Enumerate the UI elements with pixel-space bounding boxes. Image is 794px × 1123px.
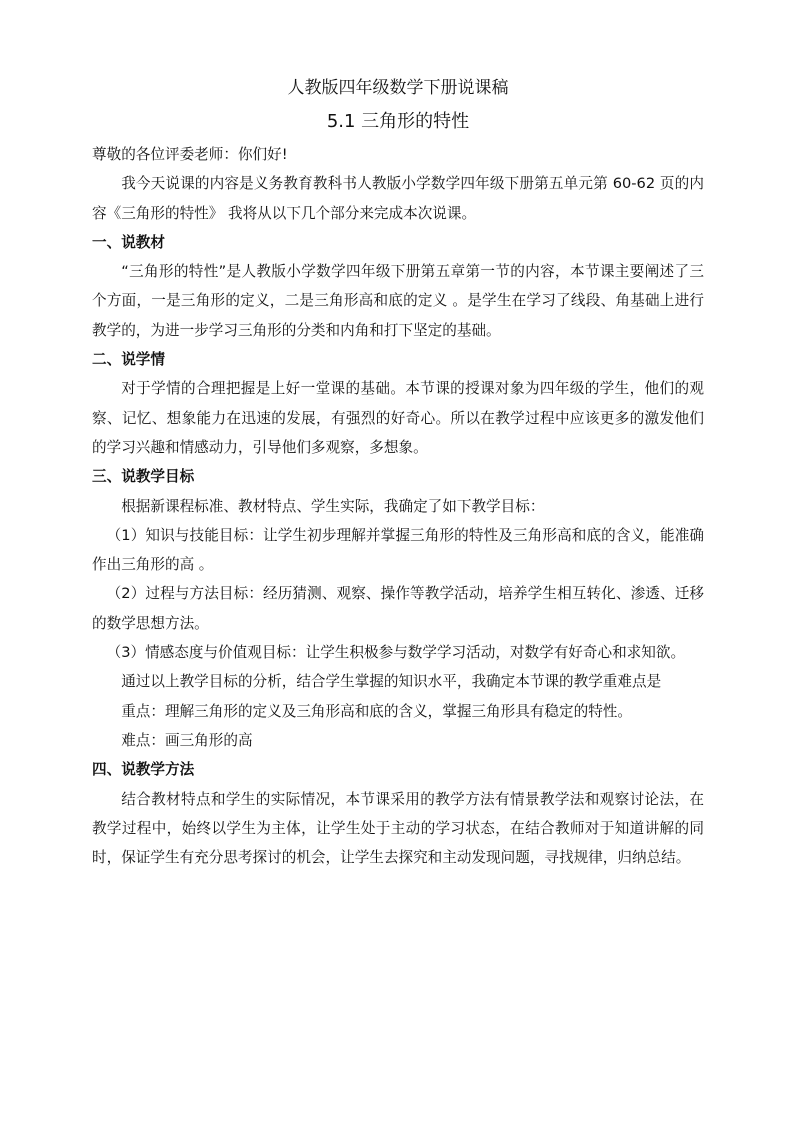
objectives-intro: 根据新课程标准、教材特点、学生实际，我确定了如下教学目标： [121, 497, 545, 515]
document-title: 人教版四年级数学下册说课稿 [287, 78, 509, 98]
objective-knowledge: （1）知识与技能目标：让学生初步理解并掌握三角形的特性及三角形高和底的含义，能准确作出三角形的高 。 [92, 526, 704, 574]
difficult-point: 难点：画三角形的高 [121, 731, 253, 749]
section-heading-methods: 四、说教学方法 [92, 761, 195, 779]
section-heading-textbook: 一、说教材 [92, 233, 165, 251]
objective-process: （2）过程与方法目标：经历猜测、观察、操作等教学活动，培养学生相互转化、渗透、迁移的数学思想方法。 [92, 585, 704, 632]
document-body [92, 72, 704, 872]
section-learners-paragraph: 对于学情的合理把握是上好一堂课的基础。本节课的授课对象为四年级的学生，他们的观察、记忆、想象能力在迅速的发展，有强烈的好奇心。所以在教学过程中应该更多的激发他们的学习兴趣和情感动力，引导他们多观察，多想象。 [92, 380, 704, 456]
objectives-summary: 通过以上教学目标的分析，结合学生掌握的知识水平，我确定本节课的教学重难点是 [121, 673, 662, 691]
document-subtitle: 5.1 三角形的特性 [326, 111, 470, 132]
intro-paragraph: 我今天说课的内容是义务教育教科书人教版小学数学四年级下册第五单元第 60-62 页的内容《三角形的特性》 我将从以下几个部分来完成本次说课。 [92, 175, 704, 222]
key-point: 重点：理解三角形的定义及三角形高和底的含义，掌握三角形具有稳定的特性。 [121, 702, 632, 720]
section-textbook-paragraph: “三角形的特性”是人教版小学数学四年级下册第五章第一节的内容，本节课主要阐述了三个方面，一是三角形的定义，二是三角形高和底的定义 。是学生在学习了线段、角基础上进行教学的，为进一步学习三角形的分类和内角和打下坚定的基础。 [92, 263, 704, 339]
section-heading-objectives: 三、说教学目标 [92, 468, 195, 486]
section-heading-learners: 二、说学情 [92, 351, 165, 369]
greeting: 尊敬的各位评委老师：你们好! [92, 146, 288, 163]
objective-attitude: （3）情感态度与价值观目标：让学生积极参与数学学习活动，对数学有好奇心和求知欲。 [106, 644, 686, 662]
section-methods-paragraph: 结合教材特点和学生的实际情况，本节课采用的教学方法有情景教学法和观察讨论法，在教学过程中，始终以学生为主体，让学生处于主动的学习状态，在结合教师对于知道讲解的同时，保证学生有充分思考探讨的机会，让学生去探究和主动发现问题，寻找规律，归纳总结。 [92, 790, 704, 867]
